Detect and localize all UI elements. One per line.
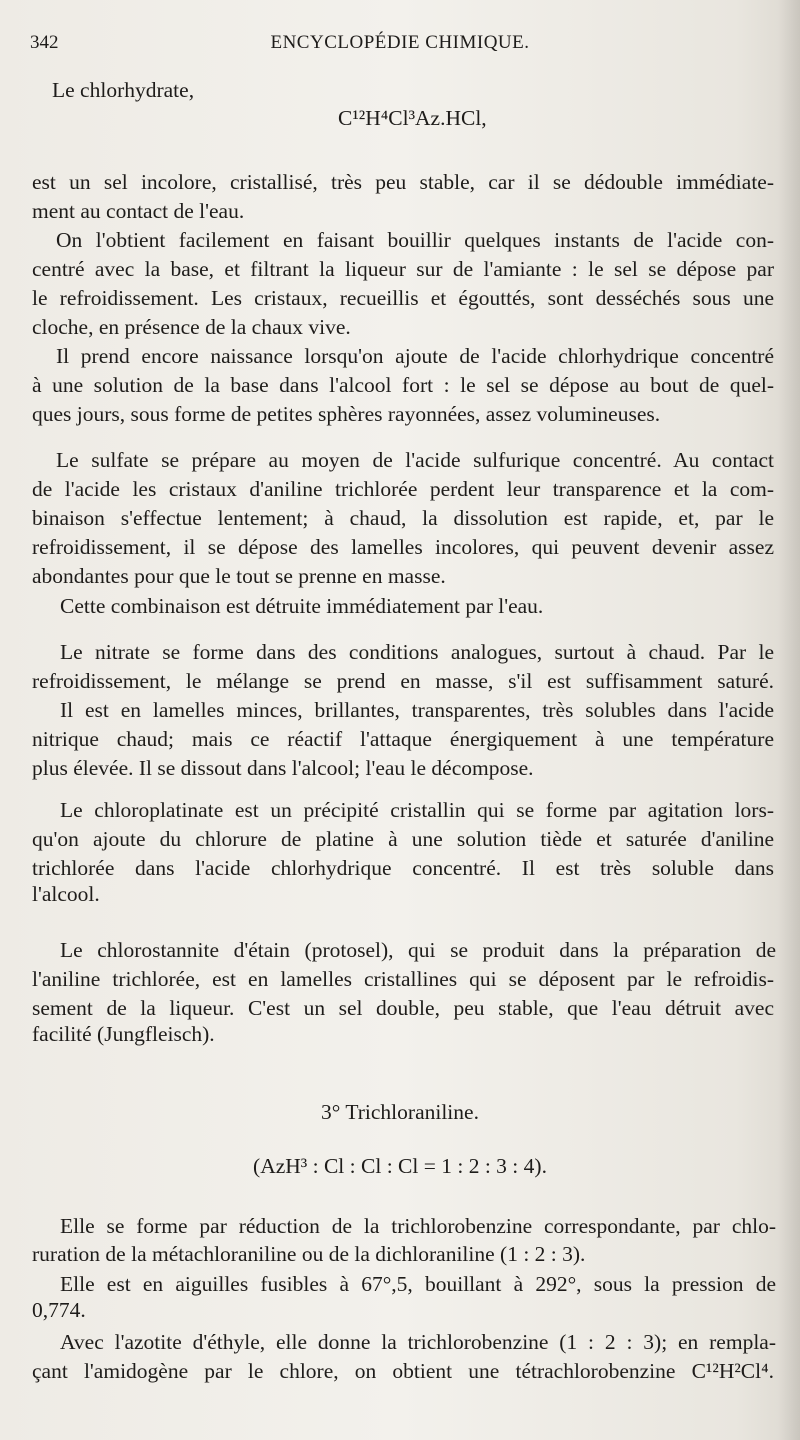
page-edge-shadow (778, 0, 800, 1440)
text-line: 0,774. (32, 1298, 86, 1322)
text-line: ques jours, sous forme de petites sphères rayonnées, assez volumineuses. (32, 402, 661, 426)
text-line: binaison s'effectue lentement; à chaud, la dissolution est rapide, et, par le (32, 506, 774, 530)
text-line: Il prend encore naissance lorsqu'on ajoute de l'acide chlorhydrique concentré (56, 344, 774, 368)
page-number: 342 (30, 32, 59, 53)
text-line: nitrique chaud; mais ce réactif l'attaque énergiquement à une température (32, 727, 774, 751)
text-line: Le chlorostannite d'étain (protosel), qui se produit dans la préparation de (60, 938, 776, 962)
text-line: abondantes pour que le tout se prenne en masse. (32, 564, 446, 588)
text-line: plus élevée. Il se dissout dans l'alcool; l'eau le décompose. (32, 756, 534, 780)
text-line: Cette combinaison est détruite immédiatement par l'eau. (60, 594, 544, 618)
text-line: Elle se forme par réduction de la trichlorobenzine correspondante, par chlo- (60, 1214, 776, 1238)
text-line: le refroidissement. Les cristaux, recueillis et égouttés, sont desséchés sous une (32, 286, 774, 310)
text-line: refroidissement, il se dépose des lamelles incolores, qui peuvent devenir assez (32, 535, 774, 559)
formula-line: C¹²H⁴Cl³Az.HCl, (338, 106, 487, 130)
text-line: à une solution de la base dans l'alcool fort : le sel se dépose au bout de quel- (32, 373, 774, 397)
text-line: l'alcool. (32, 882, 100, 906)
text-line: ment au contact de l'eau. (32, 199, 245, 223)
text-line: ruration de la métachloraniline ou de la dichloraniline (1 : 2 : 3). (32, 1242, 586, 1266)
text-line: refroidissement, le mélange se prend en masse, s'il est suffisamment saturé. (32, 669, 774, 693)
text-line: trichlorée dans l'acide chlorhydrique concentré. Il est très soluble dans (32, 856, 774, 880)
text-line: l'aniline trichlorée, est en lamelles cristallines qui se déposent par le refroidis- (32, 967, 774, 991)
text-line: Il est en lamelles minces, brillantes, transparentes, très solubles dans l'acide (60, 698, 774, 722)
text-line: de l'acide les cristaux d'aniline trichlorée perdent leur transparence et la com- (32, 477, 774, 501)
text-line: On l'obtient facilement en faisant bouillir quelques instants de l'acide con- (56, 228, 774, 252)
text-line: qu'on ajoute du chlorure de platine à une solution tiède et saturée d'aniline (32, 827, 774, 851)
running-title: ENCYCLOPÉDIE CHIMIQUE. (270, 32, 530, 53)
text-line: centré avec la base, et filtrant la liqueur sur de l'amiante : le sel se dépose par (32, 257, 774, 281)
text-line: est un sel incolore, cristallisé, très peu stable, car il se dédouble immédiate- (32, 170, 774, 194)
page-header (30, 32, 770, 56)
text-line: Elle est en aiguilles fusibles à 67°,5, bouillant à 292°, sous la pression de (60, 1272, 776, 1296)
text-line: Le chloroplatinate est un précipité cristallin qui se forme par agitation lors- (60, 798, 774, 822)
text-line: cloche, en présence de la chaux vive. (32, 315, 351, 339)
text-line: Le chlorhydrate, (52, 78, 195, 102)
text-line: çant l'amidogène par le chlore, on obtient une tétrachlorobenzine C¹²H²Cl⁴. (32, 1359, 774, 1383)
formula-line: (AzH³ : Cl : Cl : Cl = 1 : 2 : 3 : 4). (253, 1154, 547, 1178)
text-line: Le nitrate se forme dans des conditions analogues, surtout à chaud. Par le (60, 640, 774, 664)
section-heading: 3° Trichloraniline. (321, 1100, 479, 1124)
text-line: sement de la liqueur. C'est un sel double, peu stable, que l'eau détruit avec (32, 996, 774, 1020)
text-line: Avec l'azotite d'éthyle, elle donne la trichlorobenzine (1 : 2 : 3); en rempla- (60, 1330, 776, 1354)
text-line: facilité (Jungfleisch). (32, 1022, 215, 1046)
text-line: Le sulfate se prépare au moyen de l'acide sulfurique concentré. Au contact (56, 448, 774, 472)
